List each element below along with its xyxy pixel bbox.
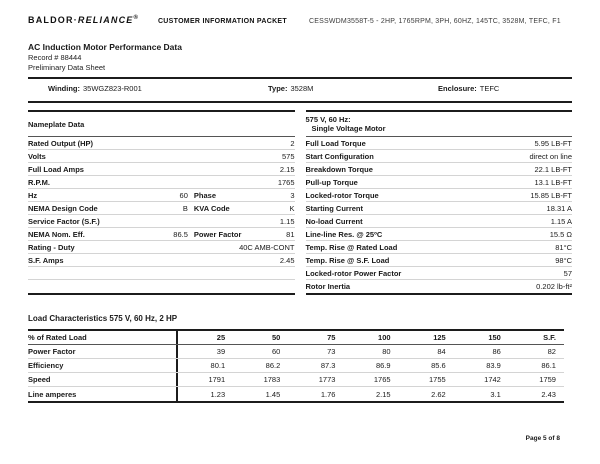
cell-value: 82 bbox=[547, 347, 556, 356]
registered-mark: ® bbox=[133, 15, 138, 21]
nameplate-header-text: Nameplate Data bbox=[28, 119, 85, 129]
cell-value: 1755 bbox=[429, 375, 446, 384]
cell-value: 60 bbox=[271, 347, 281, 356]
load-characteristics-title: Load Characteristics 575 V, 60 Hz, 2 HP bbox=[28, 314, 178, 323]
empty-row bbox=[28, 267, 295, 280]
winding-label: Winding: bbox=[48, 83, 81, 93]
row-value: 1.15 bbox=[279, 216, 295, 226]
row-value: 40C AMB-CONT bbox=[239, 242, 295, 252]
table-row bbox=[306, 280, 573, 293]
row-value: 15.5 Ω bbox=[549, 229, 572, 239]
table-row bbox=[28, 189, 295, 202]
column-header: 125 bbox=[433, 333, 446, 342]
row-label: Start Configuration bbox=[305, 151, 374, 161]
row-label: Full Load Torque bbox=[305, 138, 366, 148]
table-row bbox=[28, 373, 564, 387]
voltage-header-line1: 575 V, 60 Hz: bbox=[305, 115, 351, 124]
enclosure-label: Enclosure: bbox=[438, 83, 477, 93]
winding-field bbox=[48, 84, 268, 93]
table-row bbox=[306, 176, 573, 189]
table-row bbox=[28, 359, 564, 373]
table-row bbox=[306, 215, 573, 228]
cell-value: 86.2 bbox=[265, 361, 281, 370]
row-label-2: Phase bbox=[193, 190, 216, 200]
page-number: Page 5 of 8 bbox=[525, 435, 560, 442]
cell-value: 3.1 bbox=[490, 389, 501, 399]
cell-value: 86.1 bbox=[541, 361, 556, 370]
column-header: 25 bbox=[216, 333, 226, 342]
cell-value: 86.9 bbox=[375, 361, 391, 370]
packet-title: CUSTOMER INFORMATION PACKET bbox=[157, 18, 287, 25]
table-row bbox=[28, 228, 295, 241]
row-label: Pull-up Torque bbox=[305, 177, 358, 187]
row-label: Starting Current bbox=[305, 203, 364, 213]
table-row bbox=[306, 189, 573, 202]
row-label: NEMA Design Code bbox=[28, 203, 98, 213]
row-label: Breakdown Torque bbox=[305, 164, 373, 174]
record-number: Record # 88444 bbox=[28, 53, 82, 62]
table-row bbox=[306, 241, 573, 254]
column-header: 50 bbox=[271, 333, 281, 342]
table-row bbox=[28, 202, 295, 215]
row-label: S.F. Amps bbox=[28, 255, 64, 265]
logo-brand1: BALDOR bbox=[28, 15, 74, 25]
load-characteristics-table bbox=[28, 329, 564, 403]
row-value: 57 bbox=[563, 268, 572, 278]
row-label: Volts bbox=[28, 151, 46, 161]
row-value: 86.5 bbox=[173, 229, 188, 239]
cell-value: 2.43 bbox=[541, 389, 556, 399]
cell-value: 1.76 bbox=[320, 389, 336, 399]
row-label: Speed bbox=[28, 373, 178, 386]
cell-value: 1773 bbox=[318, 375, 336, 384]
cell-value: 80 bbox=[382, 347, 391, 356]
column-header: 150 bbox=[488, 333, 501, 342]
voltage-table bbox=[306, 110, 573, 295]
row-value-2: 81 bbox=[286, 229, 295, 239]
table-row bbox=[28, 241, 295, 254]
table-row bbox=[28, 254, 295, 267]
row-label: Temp. Rise @ S.F. Load bbox=[305, 255, 390, 265]
subtitle: Preliminary Data Sheet bbox=[28, 63, 106, 72]
cell-value: 2.62 bbox=[431, 389, 446, 399]
column-header: % of Rated Load bbox=[28, 331, 178, 344]
table-row bbox=[306, 137, 573, 150]
table-row bbox=[306, 150, 573, 163]
row-value: 60 bbox=[179, 190, 188, 200]
baldor-reliance-logo bbox=[28, 15, 138, 25]
divider bbox=[28, 101, 572, 103]
row-value: 81°C bbox=[555, 242, 572, 252]
row-label: Hz bbox=[28, 190, 38, 200]
row-label: Rated Output (HP) bbox=[28, 138, 93, 148]
cell-value: 73 bbox=[327, 347, 336, 356]
row-value: 13.1 LB-FT bbox=[534, 177, 572, 187]
row-value: 15.85 LB-FT bbox=[530, 190, 572, 200]
cell-value: 86 bbox=[492, 347, 501, 356]
table-row bbox=[28, 137, 295, 150]
empty-row bbox=[28, 280, 295, 293]
row-label: No-load Current bbox=[305, 216, 363, 226]
row-value: 22.1 LB-FT bbox=[534, 164, 572, 174]
row-label-2: Power Factor bbox=[193, 229, 242, 239]
cell-value: 39 bbox=[216, 347, 226, 356]
row-label: Locked-rotor Power Factor bbox=[305, 268, 402, 278]
table-row bbox=[28, 163, 295, 176]
row-value: 575 bbox=[281, 151, 295, 161]
row-label: R.P.M. bbox=[28, 177, 50, 187]
cell-value: 1.23 bbox=[210, 389, 226, 399]
cell-value: 83.9 bbox=[486, 361, 501, 370]
cell-value: 1783 bbox=[263, 375, 281, 384]
row-value: direct on line bbox=[529, 151, 572, 161]
cell-value: 85.6 bbox=[431, 361, 446, 370]
row-label: Rotor Inertia bbox=[305, 282, 351, 291]
table-row bbox=[28, 176, 295, 189]
type-value: 3528M bbox=[290, 83, 314, 93]
column-header: 100 bbox=[378, 333, 391, 342]
cell-value: 1742 bbox=[484, 375, 501, 384]
cell-value: 2.15 bbox=[375, 389, 391, 399]
row-value: 1.15 A bbox=[550, 216, 572, 226]
page-title: AC Induction Motor Performance Data bbox=[28, 42, 182, 52]
row-label: Locked-rotor Torque bbox=[305, 190, 379, 200]
cell-value: 84 bbox=[437, 347, 446, 356]
table-row bbox=[306, 254, 573, 267]
winding-value: 35WGZ823-R001 bbox=[83, 83, 142, 93]
voltage-header-line2: Single Voltage Motor bbox=[311, 124, 386, 133]
logo-separator: · bbox=[73, 15, 78, 25]
cell-value: 1791 bbox=[208, 375, 226, 384]
nameplate-table bbox=[28, 110, 295, 295]
row-label: Line-line Res. @ 25ºC bbox=[305, 229, 383, 239]
title-block bbox=[28, 42, 572, 73]
table-row bbox=[28, 387, 564, 401]
table-row bbox=[306, 202, 573, 215]
row-value: 2.15 bbox=[279, 164, 295, 174]
row-value: 5.95 LB-FT bbox=[534, 138, 572, 148]
row-label: NEMA Nom. Eff. bbox=[28, 229, 85, 239]
performance-tables bbox=[28, 110, 572, 295]
enclosure-value: TEFC bbox=[479, 83, 500, 93]
cell-value: 1765 bbox=[373, 375, 391, 384]
row-value: 2 bbox=[290, 138, 295, 148]
cell-value: 1759 bbox=[539, 375, 556, 384]
voltage-table-header bbox=[306, 112, 573, 137]
document-header bbox=[28, 15, 572, 25]
enclosure-field bbox=[438, 84, 572, 93]
row-label: Power Factor bbox=[28, 345, 178, 358]
load-table-header-row bbox=[28, 331, 564, 345]
table-row bbox=[28, 215, 295, 228]
table-row bbox=[306, 228, 573, 241]
cell-value: 87.3 bbox=[320, 361, 336, 370]
column-header: 75 bbox=[327, 333, 336, 342]
row-value: 2.45 bbox=[279, 255, 295, 265]
table-row bbox=[28, 150, 295, 163]
row-label: Service Factor (S.F.) bbox=[28, 216, 100, 226]
table-row bbox=[306, 267, 573, 280]
row-label: Full Load Amps bbox=[28, 164, 84, 174]
nameplate-table-header bbox=[28, 112, 295, 137]
row-value-2: K bbox=[289, 203, 295, 213]
row-value-2: 3 bbox=[290, 190, 295, 200]
motor-meta-row bbox=[28, 79, 572, 97]
table-row bbox=[28, 345, 564, 359]
row-label: Rating - Duty bbox=[28, 242, 75, 252]
logo-brand2: RELIANCE bbox=[77, 15, 134, 25]
type-field bbox=[268, 84, 438, 93]
type-label: Type: bbox=[268, 83, 288, 93]
row-value: 98°C bbox=[555, 255, 572, 265]
row-value: 1765 bbox=[277, 177, 295, 187]
row-label: Efficiency bbox=[28, 359, 178, 372]
row-label: Temp. Rise @ Rated Load bbox=[305, 242, 398, 252]
row-label-2: KVA Code bbox=[193, 203, 230, 213]
row-label: Line amperes bbox=[28, 387, 178, 401]
table-row bbox=[306, 163, 573, 176]
product-code: CESSWDM3558T-5 - 2HP, 1765RPM, 3PH, 60HZ, 145TC, 3528M, TEFC, F1 bbox=[308, 18, 561, 25]
row-value: 0.202 lb-ft² bbox=[536, 282, 572, 291]
cell-value: 1.45 bbox=[265, 389, 281, 399]
row-value: B bbox=[182, 203, 188, 213]
cell-value: 80.1 bbox=[210, 361, 226, 370]
row-value: 18.31 A bbox=[546, 203, 572, 213]
column-header: S.F. bbox=[543, 333, 556, 342]
